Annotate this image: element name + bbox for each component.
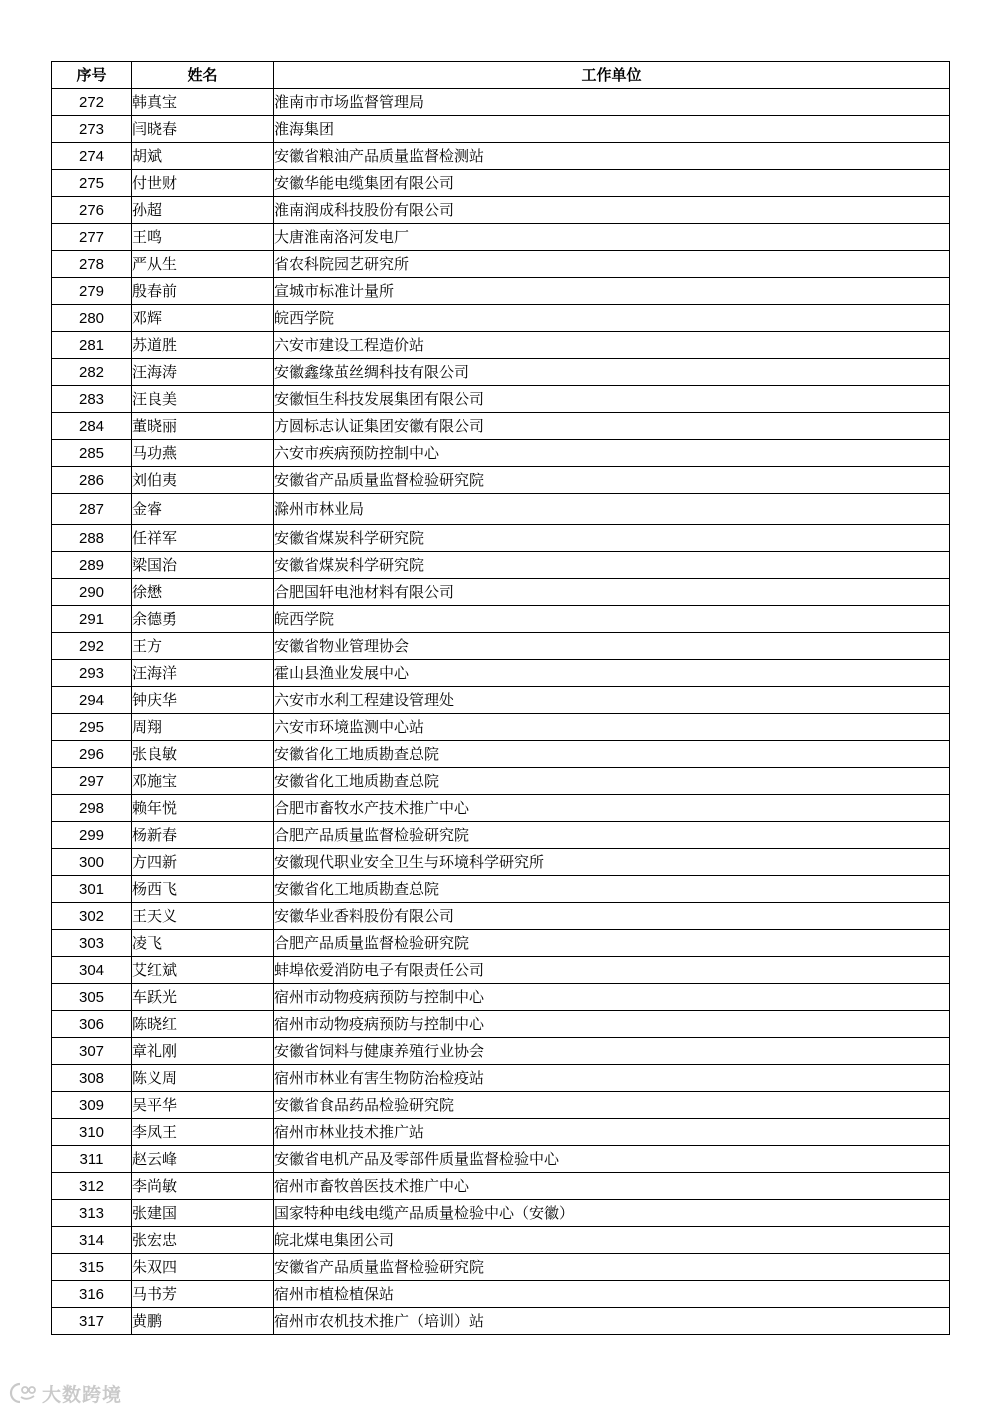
name-cell: 钟庆华 — [132, 687, 274, 714]
name-cell: 苏道胜 — [132, 332, 274, 359]
row-number-cell: 273 — [52, 116, 132, 143]
unit-cell: 宿州市农机技术推广（培训）站 — [274, 1308, 950, 1335]
table-row — [52, 660, 950, 687]
unit-cell: 安徽省化工地质勘查总院 — [274, 876, 950, 903]
table-row — [52, 687, 950, 714]
name-cell: 凌飞 — [132, 930, 274, 957]
row-number-cell: 274 — [52, 143, 132, 170]
unit-cell: 安徽华业香料股份有限公司 — [274, 903, 950, 930]
table-row — [52, 1038, 950, 1065]
unit-cell: 合肥国轩电池材料有限公司 — [274, 579, 950, 606]
table-row — [52, 849, 950, 876]
table-row — [52, 525, 950, 552]
table-row — [52, 116, 950, 143]
row-number-cell: 282 — [52, 359, 132, 386]
table-row — [52, 1146, 950, 1173]
row-number-cell: 277 — [52, 224, 132, 251]
name-cell: 吴平华 — [132, 1092, 274, 1119]
name-cell: 王方 — [132, 633, 274, 660]
row-number-cell: 311 — [52, 1146, 132, 1173]
unit-cell: 安徽省粮油产品质量监督检测站 — [274, 143, 950, 170]
header-row — [52, 62, 950, 89]
table-row — [52, 1308, 950, 1335]
table-row — [52, 467, 950, 494]
table-row — [52, 1281, 950, 1308]
row-number-cell: 284 — [52, 413, 132, 440]
row-number-cell: 303 — [52, 930, 132, 957]
name-cell: 张良敏 — [132, 741, 274, 768]
row-number-cell: 312 — [52, 1173, 132, 1200]
table-row — [52, 957, 950, 984]
unit-cell: 宿州市动物疫病预防与控制中心 — [274, 1011, 950, 1038]
unit-cell: 安徽华能电缆集团有限公司 — [274, 170, 950, 197]
table-row — [52, 1065, 950, 1092]
unit-cell: 淮南润成科技股份有限公司 — [274, 197, 950, 224]
name-cell: 付世财 — [132, 170, 274, 197]
row-number-cell: 305 — [52, 984, 132, 1011]
row-number-cell: 283 — [52, 386, 132, 413]
row-number-cell: 295 — [52, 714, 132, 741]
row-number-cell: 280 — [52, 305, 132, 332]
name-cell: 杨西飞 — [132, 876, 274, 903]
name-cell: 赖年悦 — [132, 795, 274, 822]
table-row — [52, 552, 950, 579]
table-row — [52, 1227, 950, 1254]
row-number-cell: 309 — [52, 1092, 132, 1119]
table-row — [52, 768, 950, 795]
row-number-cell: 291 — [52, 606, 132, 633]
table-row — [52, 143, 950, 170]
watermark — [8, 1380, 122, 1406]
row-number-cell: 279 — [52, 278, 132, 305]
row-number-cell: 276 — [52, 197, 132, 224]
name-cell: 韩真宝 — [132, 89, 274, 116]
name-cell: 邓施宝 — [132, 768, 274, 795]
row-number-cell: 293 — [52, 660, 132, 687]
unit-cell: 安徽恒生科技发展集团有限公司 — [274, 386, 950, 413]
name-cell: 余德勇 — [132, 606, 274, 633]
table-row — [52, 903, 950, 930]
header-unit: 工作单位 — [274, 62, 950, 89]
table-row — [52, 822, 950, 849]
name-cell: 方四新 — [132, 849, 274, 876]
name-cell: 刘伯夷 — [132, 467, 274, 494]
unit-cell: 宿州市林业有害生物防治检疫站 — [274, 1065, 950, 1092]
row-number-cell: 288 — [52, 525, 132, 552]
row-number-cell: 285 — [52, 440, 132, 467]
table-row — [52, 930, 950, 957]
name-cell: 金睿 — [132, 494, 274, 525]
unit-cell: 安徽省产品质量监督检验研究院 — [274, 467, 950, 494]
row-number-cell: 290 — [52, 579, 132, 606]
table-row — [52, 606, 950, 633]
name-cell: 闫晓春 — [132, 116, 274, 143]
table-row — [52, 278, 950, 305]
row-number-cell: 304 — [52, 957, 132, 984]
unit-cell: 省农科院园艺研究所 — [274, 251, 950, 278]
unit-cell: 安徽省化工地质勘查总院 — [274, 768, 950, 795]
header-number: 序号 — [52, 62, 132, 89]
row-number-cell: 287 — [52, 494, 132, 525]
name-cell: 马功燕 — [132, 440, 274, 467]
name-cell: 胡斌 — [132, 143, 274, 170]
name-cell: 张宏忠 — [132, 1227, 274, 1254]
table-row — [52, 89, 950, 116]
watermark-text: 大数跨境 — [42, 1383, 123, 1406]
name-cell: 徐懋 — [132, 579, 274, 606]
table-row — [52, 1119, 950, 1146]
row-number-cell: 275 — [52, 170, 132, 197]
row-number-cell: 272 — [52, 89, 132, 116]
unit-cell: 安徽省电机产品及零部件质量监督检验中心 — [274, 1146, 950, 1173]
unit-cell: 安徽省食品药品检验研究院 — [274, 1092, 950, 1119]
name-cell: 章礼刚 — [132, 1038, 274, 1065]
unit-cell: 宿州市动物疫病预防与控制中心 — [274, 984, 950, 1011]
table-row — [52, 494, 950, 525]
name-cell: 黄鹏 — [132, 1308, 274, 1335]
table-row — [52, 251, 950, 278]
unit-cell: 安徽省煤炭科学研究院 — [274, 552, 950, 579]
row-number-cell: 296 — [52, 741, 132, 768]
name-cell: 殷春前 — [132, 278, 274, 305]
table-row — [52, 386, 950, 413]
row-number-cell: 302 — [52, 903, 132, 930]
header-name: 姓名 — [132, 62, 274, 89]
name-cell: 孙超 — [132, 197, 274, 224]
table-row — [52, 633, 950, 660]
name-cell: 王鸣 — [132, 224, 274, 251]
table-row — [52, 741, 950, 768]
row-number-cell: 286 — [52, 467, 132, 494]
name-cell: 汪海涛 — [132, 359, 274, 386]
unit-cell: 安徽现代职业安全卫生与环境科学研究所 — [274, 849, 950, 876]
unit-cell: 六安市疾病预防控制中心 — [274, 440, 950, 467]
row-number-cell: 307 — [52, 1038, 132, 1065]
name-cell: 杨新春 — [132, 822, 274, 849]
row-number-cell: 298 — [52, 795, 132, 822]
unit-cell: 皖西学院 — [274, 606, 950, 633]
row-number-cell: 297 — [52, 768, 132, 795]
unit-cell: 安徽省煤炭科学研究院 — [274, 525, 950, 552]
table-row — [52, 440, 950, 467]
table-row — [52, 332, 950, 359]
unit-cell: 宣城市标准计量所 — [274, 278, 950, 305]
unit-cell: 合肥产品质量监督检验研究院 — [274, 930, 950, 957]
unit-cell: 六安市环境监测中心站 — [274, 714, 950, 741]
table-row — [52, 1254, 950, 1281]
name-cell: 张建国 — [132, 1200, 274, 1227]
brand-logo-icon — [8, 1381, 38, 1405]
name-cell: 陈晓红 — [132, 1011, 274, 1038]
table-row — [52, 876, 950, 903]
table-body — [52, 89, 950, 1335]
table-row — [52, 224, 950, 251]
unit-cell: 安徽省产品质量监督检验研究院 — [274, 1254, 950, 1281]
name-cell: 王天义 — [132, 903, 274, 930]
unit-cell: 宿州市畜牧兽医技术推广中心 — [274, 1173, 950, 1200]
table-row — [52, 795, 950, 822]
unit-cell: 六安市水利工程建设管理处 — [274, 687, 950, 714]
name-cell: 陈义周 — [132, 1065, 274, 1092]
name-cell: 马书芳 — [132, 1281, 274, 1308]
table-row — [52, 1011, 950, 1038]
name-cell: 艾红斌 — [132, 957, 274, 984]
row-number-cell: 289 — [52, 552, 132, 579]
row-number-cell: 308 — [52, 1065, 132, 1092]
table-row — [52, 305, 950, 332]
table-row — [52, 359, 950, 386]
name-cell: 严从生 — [132, 251, 274, 278]
name-cell: 汪良美 — [132, 386, 274, 413]
row-number-cell: 292 — [52, 633, 132, 660]
table-row — [52, 1200, 950, 1227]
row-number-cell: 306 — [52, 1011, 132, 1038]
unit-cell: 安徽省物业管理协会 — [274, 633, 950, 660]
name-cell: 汪海洋 — [132, 660, 274, 687]
name-cell: 任祥军 — [132, 525, 274, 552]
name-cell: 朱双四 — [132, 1254, 274, 1281]
unit-cell: 大唐淮南洛河发电厂 — [274, 224, 950, 251]
unit-cell: 安徽省饲料与健康养殖行业协会 — [274, 1038, 950, 1065]
name-cell: 梁国治 — [132, 552, 274, 579]
row-number-cell: 316 — [52, 1281, 132, 1308]
name-cell: 邓辉 — [132, 305, 274, 332]
unit-cell: 滁州市林业局 — [274, 494, 950, 525]
name-cell: 董晓丽 — [132, 413, 274, 440]
table-row — [52, 170, 950, 197]
table-row — [52, 1173, 950, 1200]
name-cell: 周翔 — [132, 714, 274, 741]
name-cell: 李尚敏 — [132, 1173, 274, 1200]
name-cell: 赵云峰 — [132, 1146, 274, 1173]
table-row — [52, 413, 950, 440]
table-row — [52, 197, 950, 224]
unit-cell: 安徽省化工地质勘查总院 — [274, 741, 950, 768]
unit-cell: 宿州市植检植保站 — [274, 1281, 950, 1308]
unit-cell: 宿州市林业技术推广站 — [274, 1119, 950, 1146]
row-number-cell: 301 — [52, 876, 132, 903]
unit-cell: 合肥产品质量监督检验研究院 — [274, 822, 950, 849]
name-cell: 李凤王 — [132, 1119, 274, 1146]
unit-cell: 方圆标志认证集团安徽有限公司 — [274, 413, 950, 440]
row-number-cell: 310 — [52, 1119, 132, 1146]
row-number-cell: 278 — [52, 251, 132, 278]
unit-cell: 蚌埠依爱消防电子有限责任公司 — [274, 957, 950, 984]
unit-cell: 六安市建设工程造价站 — [274, 332, 950, 359]
row-number-cell: 281 — [52, 332, 132, 359]
unit-cell: 安徽鑫缘茧丝绸科技有限公司 — [274, 359, 950, 386]
unit-cell: 皖北煤电集团公司 — [274, 1227, 950, 1254]
row-number-cell: 314 — [52, 1227, 132, 1254]
row-number-cell: 294 — [52, 687, 132, 714]
unit-cell: 合肥市畜牧水产技术推广中心 — [274, 795, 950, 822]
unit-cell: 淮南市市场监督管理局 — [274, 89, 950, 116]
row-number-cell: 299 — [52, 822, 132, 849]
row-number-cell: 315 — [52, 1254, 132, 1281]
row-number-cell: 317 — [52, 1308, 132, 1335]
table-row — [52, 714, 950, 741]
unit-cell: 霍山县渔业发展中心 — [274, 660, 950, 687]
table-row — [52, 984, 950, 1011]
table-header — [52, 62, 950, 89]
personnel-table — [51, 61, 950, 1335]
name-cell: 车跃光 — [132, 984, 274, 1011]
unit-cell: 国家特种电线电缆产品质量检验中心（安徽） — [274, 1200, 950, 1227]
row-number-cell: 313 — [52, 1200, 132, 1227]
row-number-cell: 300 — [52, 849, 132, 876]
unit-cell: 淮海集团 — [274, 116, 950, 143]
table-row — [52, 1092, 950, 1119]
unit-cell: 皖西学院 — [274, 305, 950, 332]
table-row — [52, 579, 950, 606]
